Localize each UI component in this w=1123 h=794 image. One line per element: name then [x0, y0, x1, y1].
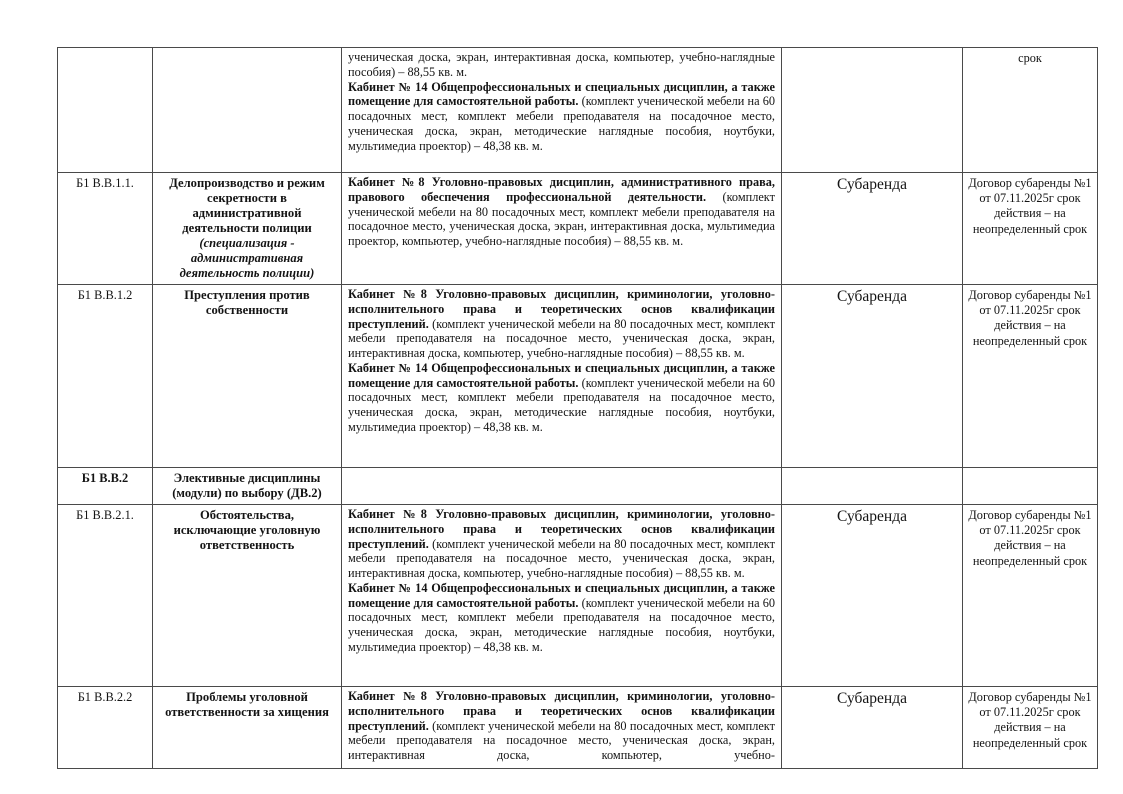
room-title: Кабинет № 14 Общепрофессиональных и специальных дисциплин, а также помещение для самостоятельной работы. [348, 580, 775, 610]
room-title: Кабинет №8 Уголовно-правовых дисциплин, криминологии, уголовно-исполнительного права и теоретических основ квалификации преступлений. [348, 507, 775, 551]
table-row [58, 285, 1098, 468]
discipline-name: Проблемы уголовной ответственности за хищения [165, 690, 329, 719]
room-title: Кабинет №8 Уголовно-правовых дисциплин, криминологии, уголовно-исполнительного права и теоретических основ квалификации преступлений. [348, 287, 775, 331]
cell-discipline-code [58, 48, 153, 173]
cell-facilities-description [342, 285, 782, 468]
document-details: Договор субаренды №1 от 07.11.2025г срок действия – на неопределенный срок [968, 690, 1092, 750]
room-title: Кабинет №8 Уголовно-правовых дисциплин, административного права, правового обеспечения профессиональной деятельности. [348, 175, 775, 204]
cell-discipline-name [153, 505, 342, 687]
discipline-name: Элективные дисциплины (модули) по выбору (ДВ.2) [172, 471, 322, 500]
table-row [58, 468, 1098, 505]
discipline-code: Б1 В.В.2.2 [77, 690, 133, 704]
cell-facilities-description [342, 173, 782, 285]
cell-document-details [963, 468, 1098, 505]
facility-paragraph [348, 507, 775, 581]
cell-discipline-code [58, 505, 153, 687]
room-title: Кабинет №8 Уголовно-правовых дисциплин, криминологии, уголовно-исполнительного права и теоретических основ квалификации преступлений. [348, 689, 775, 733]
document-details: Договор субаренды №1 от 07.11.2025г срок действия – на неопределенный срок [968, 508, 1092, 568]
facilities-table-body [58, 48, 1098, 769]
room-details: (комплект ученической мебели на 60 посадочных мест, комплект мебели преподавателя на посадочное место, ученическая доска, экран, методические наглядные пособия, ноутбуки, мультимедиа проектор) – 48,38 кв. м. [348, 375, 775, 434]
cell-facilities-description [342, 468, 782, 505]
cell-document-details [963, 285, 1098, 468]
discipline-code: Б1 В.В.2.1. [76, 508, 134, 522]
discipline-code: Б1 В.В.1.1. [76, 176, 134, 190]
cell-document-details [963, 173, 1098, 285]
table-row [58, 173, 1098, 285]
facility-paragraph [348, 175, 775, 249]
room-title: Кабинет № 14 Общепрофессиональных и специальных дисциплин, а также помещение для самостоятельной работы. [348, 79, 775, 109]
discipline-name: Делопроизводство и режим секретности в административной деятельности полиции [169, 176, 325, 235]
table-row [58, 505, 1098, 687]
cell-facilities-description [342, 48, 782, 173]
cell-ownership-type [782, 687, 963, 769]
room-details: (комплект ученической мебели на 60 посадочных мест, комплект мебели преподавателя на посадочное место, ученическая доска, экран, методические наглядные пособия, ноутбуки, мультимедиа проектор) – 48,38 кв. м. [348, 94, 775, 153]
cell-ownership-type [782, 285, 963, 468]
cell-document-details [963, 505, 1098, 687]
cell-document-details [963, 48, 1098, 173]
facility-paragraph [348, 689, 775, 763]
room-details: (комплект ученической мебели на 80 посадочных мест, комплект мебели преподавателя на посадочное место, ученическая доска, экран, интерактивная доска, компьютер, учебно- [348, 718, 775, 762]
ownership-type: Субаренда [837, 288, 907, 305]
room-title: Кабинет № 14 Общепрофессиональных и специальных дисциплин, а также помещение для самостоятельной работы. [348, 360, 775, 390]
document-details: Договор субаренды №1 от 07.11.2025г срок действия – на неопределенный срок [968, 176, 1092, 236]
table-row [58, 687, 1098, 769]
cell-discipline-name [153, 48, 342, 173]
discipline-name: Преступления против собственности [184, 288, 310, 317]
room-details: (комплект ученической мебели на 60 посадочных мест, комплект мебели преподавателя на посадочное место, ученическая доска, экран, методические наглядные пособия, ноутбуки, мультимедиа проектор) – 48,38 кв. м. [348, 595, 775, 654]
cell-ownership-type [782, 505, 963, 687]
discipline-name: Обстоятельства, исключающие уголовную ответственность [173, 508, 321, 552]
facility-paragraph [348, 287, 775, 361]
room-details: (комплект ученической мебели на 80 посадочных мест, комплект мебели преподавателя на посадочное место, ученическая доска, экран, интерактивная доска, компьютер, учебно-наглядные пособия) – 88,55 кв. м. [348, 536, 775, 580]
discipline-specialization: (специализация - административная деятельность полиции) [179, 236, 315, 280]
cell-discipline-name [153, 468, 342, 505]
cell-discipline-name [153, 687, 342, 769]
cell-discipline-code [58, 285, 153, 468]
cell-ownership-type [782, 468, 963, 505]
cell-facilities-description [342, 505, 782, 687]
cell-discipline-code [58, 687, 153, 769]
cell-facilities-description [342, 687, 782, 769]
ownership-type: Субаренда [837, 690, 907, 707]
facility-paragraph [348, 50, 775, 80]
facility-paragraph [348, 581, 775, 655]
document-details: срок [1018, 51, 1042, 65]
document-details: Договор субаренды №1 от 07.11.2025г срок действия – на неопределенный срок [968, 288, 1092, 348]
cell-discipline-name [153, 173, 342, 285]
discipline-code: Б1 В.В.2 [81, 471, 129, 485]
ownership-type: Субаренда [837, 176, 907, 193]
table-row [58, 48, 1098, 173]
cell-discipline-code [58, 468, 153, 505]
ownership-type: Субаренда [837, 508, 907, 525]
discipline-code: Б1 В.В.1.2 [77, 288, 133, 302]
facility-paragraph [348, 80, 775, 154]
room-details: (комплект ученической мебели на 80 посадочных мест, комплект мебели преподавателя на посадочное место, ученическая доска, экран, интерактивная доска, компьютер, учебно-наглядные пособия) – 88,55 кв. м. [348, 316, 775, 360]
cell-document-details [963, 687, 1098, 769]
facilities-table [57, 47, 1098, 769]
cell-discipline-name [153, 285, 342, 468]
cell-ownership-type [782, 173, 963, 285]
room-details: ученическая доска, экран, интерактивная доска, компьютер, учебно-наглядные пособия) – 88,55 кв. м. [348, 50, 775, 79]
cell-ownership-type [782, 48, 963, 173]
room-details: (комплект ученической мебели на 80 посадочных мест, комплект мебели преподавателя на посадочное место, ученическая доска, экран, интерактивная доска, мультимедиа проектор, компьютер, учебно-наглядные пособия) – 88,55 кв. м. [348, 189, 775, 248]
facility-paragraph [348, 361, 775, 435]
cell-discipline-code [58, 173, 153, 285]
